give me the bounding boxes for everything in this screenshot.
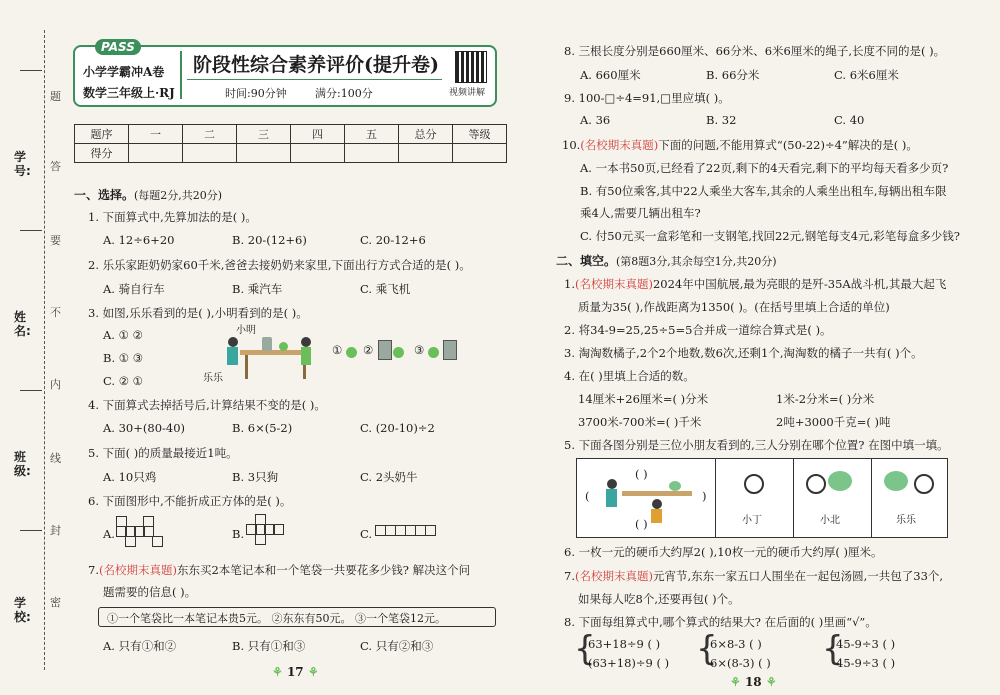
view-panel [871, 459, 948, 537]
option[interactable]: C. 只有②和③ [360, 639, 434, 653]
time-limit: 时间:90分钟 [225, 87, 287, 100]
option[interactable]: A. 12÷6+20 [103, 233, 175, 247]
question-2: 2. 乐乐家距奶奶家60千米,爸爸去接奶奶来家里,下面出行方式合适的是( )。 [88, 258, 471, 272]
fill-4: 4. 在( )里填上合适的数。 [564, 369, 695, 383]
info-text: ①一个笔袋比一本笔记本贵5元。 ②东东有50元。 ③一个笔袋12元。 [107, 612, 446, 625]
answer-paren[interactable]: ) [702, 489, 707, 503]
score-cell[interactable] [183, 144, 237, 163]
fill-4-a: 14厘米+26厘米=( )分米 [578, 392, 709, 406]
pig-icon [884, 471, 908, 491]
compare-item[interactable]: 6×(8-3) ( ) [710, 656, 771, 670]
info-box [98, 607, 496, 627]
fill-3: 3. 淘淘数橘子,2个2个地数,数6次,还剩1个,淘淘数的橘子一共有( )个。 [564, 346, 923, 360]
option[interactable]: A. 30+(80-40) [103, 421, 186, 435]
soccer-ball-icon [806, 474, 826, 494]
fill-4-c: 3700米-700米=( )千米 [578, 415, 702, 429]
option[interactable]: C. 20-12+6 [360, 233, 426, 247]
brace-icon: { [574, 629, 596, 669]
margin-glyph: 密 [50, 596, 61, 609]
qr-label: 视频讲解 [449, 88, 486, 98]
cylinder-icon [378, 340, 392, 360]
option[interactable]: B. 66分米 [706, 68, 760, 82]
option[interactable]: B. 只有①和③ [232, 639, 306, 653]
ball-illustration [279, 342, 288, 351]
student-id-label: 学号: [14, 150, 31, 178]
option[interactable]: C. ② ① [103, 374, 143, 388]
fill-7: 7.(名校期末真题)元宵节,东东一家五口人围坐在一起包汤圆,一共包了33个, [564, 569, 944, 583]
fill-4-b: 1米-2分米=( )分米 [776, 392, 875, 406]
option[interactable]: B. 有50位乘客,其中22人乘坐大客车,其余的人乘坐出租车,每辆出租车限 [580, 184, 947, 198]
table-cell: 四 [291, 125, 345, 144]
divider [180, 51, 182, 99]
option[interactable]: B. 乘汽车 [232, 282, 283, 296]
brace-icon: { [822, 629, 844, 669]
fill-line [20, 390, 42, 391]
fill-8: 8. 下面每组算式中,哪个算式的结果大? 在后面的( )里画“√”。 [564, 615, 877, 629]
section-2-title: 二、填空。(第8题3分,其余每空1分,共20分) [556, 254, 777, 268]
table-cell: 题序 [75, 125, 129, 144]
question-7: 7.(名校期末真题)东东买2本笔记本和一个笔袋一共要花多少钱? 解决这个问 [88, 563, 471, 577]
score-cell[interactable] [237, 144, 291, 163]
table-cell: 总分 [399, 125, 453, 144]
answer-paren[interactable]: ( ) [635, 467, 648, 481]
option[interactable]: B. 3只狗 [232, 470, 279, 484]
question-4: 4. 下面算式去掉括号后,计算结果不变的是( )。 [88, 398, 326, 412]
option[interactable]: C. 40 [834, 113, 865, 127]
question-9: 9. 100-□÷4=91,□里应填( )。 [564, 91, 730, 105]
brace-icon: { [696, 629, 718, 669]
qr-code-icon[interactable] [455, 51, 487, 83]
ball-icon [428, 347, 439, 358]
margin-glyph: 封 [50, 524, 61, 537]
question-8: 8. 三根长度分别是660厘米、66分米、6米6厘米的绳子,长度不同的是( )。 [564, 44, 946, 58]
score-cell[interactable] [129, 144, 183, 163]
option[interactable]: B. 32 [706, 113, 737, 127]
sprout-icon: ⚘ [272, 665, 287, 679]
option[interactable]: B. 20-(12+6) [232, 233, 307, 247]
score-cell[interactable] [453, 144, 507, 163]
view-panel [715, 459, 794, 537]
fill-line [20, 70, 42, 71]
option[interactable]: B. ① ③ [103, 351, 144, 365]
fill-7-cont: 如果每人吃8个,还要再包( )个。 [578, 592, 740, 606]
question-10: 10.(名校期末真题)下面的问题,不能用算式“(50-22)÷4”解决的是( )。 [562, 138, 918, 152]
option[interactable]: C. 2头奶牛 [360, 470, 418, 484]
option[interactable]: A. 36 [580, 113, 611, 127]
cylinder-illustration [262, 337, 272, 351]
child-body [227, 347, 238, 365]
table-row [75, 125, 507, 144]
soccer-ball-icon [914, 474, 934, 494]
option[interactable]: C. (20-10)÷2 [360, 421, 435, 435]
table-cell: 五 [345, 125, 399, 144]
fill-6: 6. 一枚一元的硬币大约厚2( ),10枚一元的硬币大约厚( )厘米。 [564, 545, 883, 559]
view-label: ③ [414, 343, 425, 357]
question-3: 3. 如图,乐乐看到的是( ),小明看到的是( )。 [88, 306, 308, 320]
question-1: 1. 下面算式中,先算加法的是( )。 [88, 210, 257, 224]
child-illustration [301, 337, 311, 347]
subject-grade: 数学三年级上·RJ [83, 86, 175, 100]
pig-icon [828, 471, 852, 491]
divider [187, 79, 442, 80]
compare-item[interactable]: 6×8-3 ( ) [710, 637, 762, 651]
view-panel [793, 459, 872, 537]
figure-name-lele: 乐乐 [203, 373, 223, 384]
panel-name: 小北 [820, 515, 840, 526]
child-body [301, 347, 311, 365]
margin-glyph: 不 [50, 306, 61, 319]
table-cell: 得分 [75, 144, 129, 163]
fill-line [20, 530, 42, 531]
compare-item[interactable]: 63+18÷9 ( ) [588, 637, 661, 651]
answer-paren[interactable]: ( [585, 489, 590, 503]
table-cell: 二 [183, 125, 237, 144]
series-name: 小学学霸冲A卷 [83, 65, 165, 79]
child-illustration [652, 499, 662, 509]
ball-icon [393, 347, 404, 358]
page-title: 阶段性综合素养评价(提升卷) [193, 54, 439, 76]
option[interactable]: C. 付50元买一盒彩笔和一支钢笔,找回22元,钢笔每支4元,彩笔每盒多少钱? [580, 229, 960, 243]
fill-5: 5. 下面各图分别是三位小朋友看到的,三人分别在哪个位置? 在图中填一填。 [564, 438, 949, 452]
margin-glyph: 题 [50, 90, 61, 103]
option[interactable]: A. 只有①和② [103, 639, 177, 653]
full-score: 满分:100分 [315, 87, 373, 100]
view-figure [576, 458, 948, 538]
score-cell[interactable] [399, 144, 453, 163]
fill-4-d: 2吨+3000千克=( )吨 [776, 415, 891, 429]
option[interactable]: C. 6米6厘米 [834, 68, 899, 82]
table-leg [245, 355, 248, 379]
child-illustration [607, 479, 617, 489]
option[interactable]: C. [360, 527, 373, 541]
cut-line [44, 30, 45, 670]
margin-glyph: 线 [50, 452, 61, 465]
child-body [606, 489, 617, 507]
cylinder-icon [443, 340, 457, 360]
view-label: ② [363, 343, 374, 357]
child-body [651, 509, 662, 523]
sprout-icon: ⚘ [730, 675, 745, 689]
margin-glyph: 要 [50, 234, 61, 247]
question-6: 6. 下面图形中,不能折成正方体的是( )。 [88, 494, 292, 508]
compare-item[interactable]: 45-9÷3 ( ) [836, 637, 896, 651]
name-label: 姓名: [14, 310, 31, 338]
answer-paren[interactable]: ( ) [635, 517, 648, 531]
child-illustration [228, 337, 238, 347]
option[interactable]: A. 骑自行车 [103, 282, 165, 296]
header-banner [73, 40, 497, 107]
question-5: 5. 下面( )的质量最接近1吨。 [88, 446, 238, 460]
class-label: 班级: [14, 450, 31, 478]
score-cell[interactable] [345, 144, 399, 163]
table-cell: 三 [237, 125, 291, 144]
margin-glyph: 答 [50, 160, 61, 173]
margin-glyph: 内 [50, 378, 61, 391]
table-illustration [240, 350, 310, 355]
panel-name: 乐乐 [896, 515, 916, 526]
score-cell[interactable] [291, 144, 345, 163]
option-cont: 乘4人,需要几辆出租车? [580, 206, 701, 220]
section-1-title: 一、选择。(每题2分,共20分) [74, 188, 223, 202]
school-label: 学校: [14, 596, 31, 624]
option[interactable]: A. 一本书50页,已经看了22页,剩下的4天看完,剩下的平均每天看多少页? [580, 161, 949, 175]
page-number: ⚘ 18 ⚘ [730, 675, 777, 689]
table-illustration [622, 491, 692, 496]
page-number: ⚘ 17 ⚘ [272, 665, 319, 679]
option[interactable]: B. 6×(5-2) [232, 421, 293, 435]
fill-2: 2. 将34-9=25,25÷5=5合并成一道综合算式是( )。 [564, 323, 832, 337]
option[interactable]: A. ① ② [103, 328, 143, 342]
fill-line [20, 230, 42, 231]
score-table [74, 124, 507, 163]
fill-1-cont: 质量为35( ),作战距离为1350( )。(在括号里填上合适的单位) [578, 300, 890, 314]
compare-item[interactable]: 45-9÷3 ( ) [836, 656, 896, 670]
compare-item[interactable]: (63+18)÷9 ( ) [588, 656, 670, 670]
view-label: ① [332, 343, 343, 357]
table-row [75, 144, 507, 163]
table-cell: 一 [129, 125, 183, 144]
soccer-ball-icon [744, 474, 764, 494]
pig-illustration [669, 481, 681, 491]
option[interactable]: A. 660厘米 [580, 68, 641, 82]
panel-name: 小丁 [742, 515, 762, 526]
ball-icon [346, 347, 357, 358]
fill-1: 1.(名校期末真题)2024年中国航展,最为亮眼的是歼-35A战斗机,其最大起飞 [564, 277, 947, 291]
table-cell: 等级 [453, 125, 507, 144]
option[interactable]: B. [232, 527, 245, 541]
option[interactable]: A. 10只鸡 [103, 470, 157, 484]
option[interactable]: C. 乘飞机 [360, 282, 411, 296]
question-7-cont: 题需要的信息( )。 [103, 585, 197, 599]
figure-name-xiaoming: 小明 [236, 325, 256, 336]
option[interactable]: A. [103, 527, 115, 541]
pass-logo: PASS [95, 39, 141, 55]
